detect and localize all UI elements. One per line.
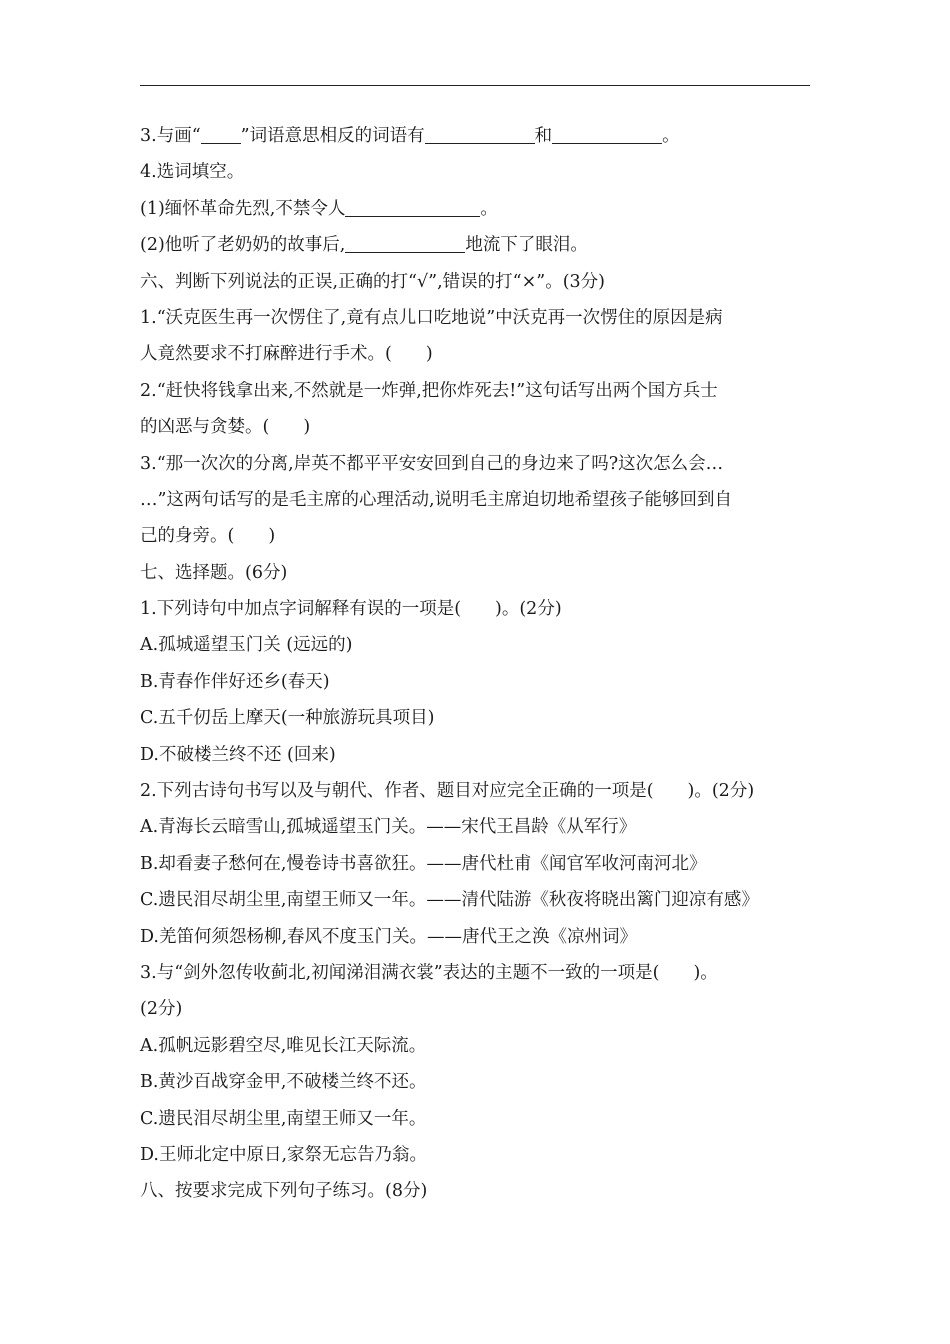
section-6-title: 六、判断下列说法的正误,正确的打“√”,错误的打“×”。(3分) bbox=[140, 271, 606, 292]
answer-blank[interactable] bbox=[345, 232, 465, 253]
q7-q2-option-b: B.却看妻子愁何在,慢卷诗书喜欲狂。——唐代杜甫《闻官军收河南河北》 bbox=[140, 853, 707, 874]
q6-item3-line1: 3.“那一次次的分离,岸英不都平平安安回到自己的身边来了吗?这次怎么会… bbox=[140, 453, 724, 474]
answer-blank[interactable] bbox=[345, 196, 480, 217]
exam-page bbox=[140, 118, 812, 1210]
q7-q1-option-a: A.孤城遥望玉门关 (远远的) bbox=[140, 635, 353, 656]
q5-item4-sentence2: (2)他听了老奶奶的故事后, 地流下了眼泪。 bbox=[140, 227, 812, 263]
answer-blank[interactable] bbox=[425, 123, 535, 144]
q7-q2-option-d: D.羌笛何须怨杨柳,春风不度玉门关。——唐代王之涣《凉州词》 bbox=[140, 926, 638, 947]
q6-item3-line3: 己的身旁。( ) bbox=[140, 526, 276, 547]
q7-q1-option-d: D.不破楼兰终不还 (回来) bbox=[140, 744, 336, 765]
section-7-title: 七、选择题。(6分) bbox=[140, 562, 288, 583]
q6-item1-line2: 人竟然要求不打麻醉进行手术。( ) bbox=[140, 344, 433, 365]
q5-item3: 3.与画“ ”词语意思相反的词语有 和 。 bbox=[140, 118, 812, 154]
q7-q2-option-c: C.遗民泪尽胡尘里,南望王师又一年。——清代陆游《秋夜将晓出篱门迎凉有感》 bbox=[140, 890, 759, 911]
q5-item4-title: 4.选词填空。 bbox=[140, 162, 245, 183]
section-8-title: 八、按要求完成下列句子练习。(8分) bbox=[140, 1181, 428, 1202]
underline-sample bbox=[201, 123, 241, 144]
q7-q3-option-c: C.遗民泪尽胡尘里,南望王师又一年。 bbox=[140, 1108, 427, 1129]
q7-q3-option-b: B.黄沙百战穿金甲,不破楼兰终不还。 bbox=[140, 1072, 427, 1093]
q7-q2-option-a: A.青海长云暗雪山,孤城遥望玉门关。——宋代王昌龄《从军行》 bbox=[140, 817, 637, 838]
q7-q3-option-d: D.王师北定中原日,家祭无忘告乃翁。 bbox=[140, 1144, 428, 1165]
q6-item3-line2: …”这两句话写的是毛主席的心理活动,说明毛主席迫切地希望孩子能够回到自 bbox=[140, 489, 733, 510]
q6-item1-line1: 1.“沃克医生再一次愣住了,竟有点儿口吃地说”中沃克再一次愣住的原因是病 bbox=[140, 307, 723, 328]
q6-item2-line1: 2.“赶快将钱拿出来,不然就是一炸弹,把你炸死去!”这句话写出两个国方兵士 bbox=[140, 380, 718, 401]
q7-q1-option-b: B.青春作伴好还乡(春天) bbox=[140, 671, 330, 692]
q7-question3: 3.与“剑外忽传收蓟北,初闻涕泪满衣裳”表达的主题不一致的一项是( )。 bbox=[140, 962, 718, 983]
q7-question2: 2.下列古诗句书写以及与朝代、作者、题目对应完全正确的一项是( )。(2分) bbox=[140, 781, 755, 802]
q7-q3-option-a: A.孤帆远影碧空尽,唯见长江天际流。 bbox=[140, 1035, 427, 1056]
q6-item2-line2: 的凶恶与贪婪。( ) bbox=[140, 417, 311, 438]
q7-question1: 1.下列诗句中加点字词解释有误的一项是( )。(2分) bbox=[140, 599, 562, 620]
answer-blank[interactable] bbox=[552, 123, 662, 144]
q7-q1-option-c: C.五千仞岳上摩天(一种旅游玩具项目) bbox=[140, 708, 435, 729]
q7-q3-score: (2分) bbox=[140, 999, 183, 1020]
header-rule bbox=[140, 85, 810, 86]
q5-item4-sentence1: (1)缅怀革命先烈,不禁令人 。 bbox=[140, 191, 812, 227]
